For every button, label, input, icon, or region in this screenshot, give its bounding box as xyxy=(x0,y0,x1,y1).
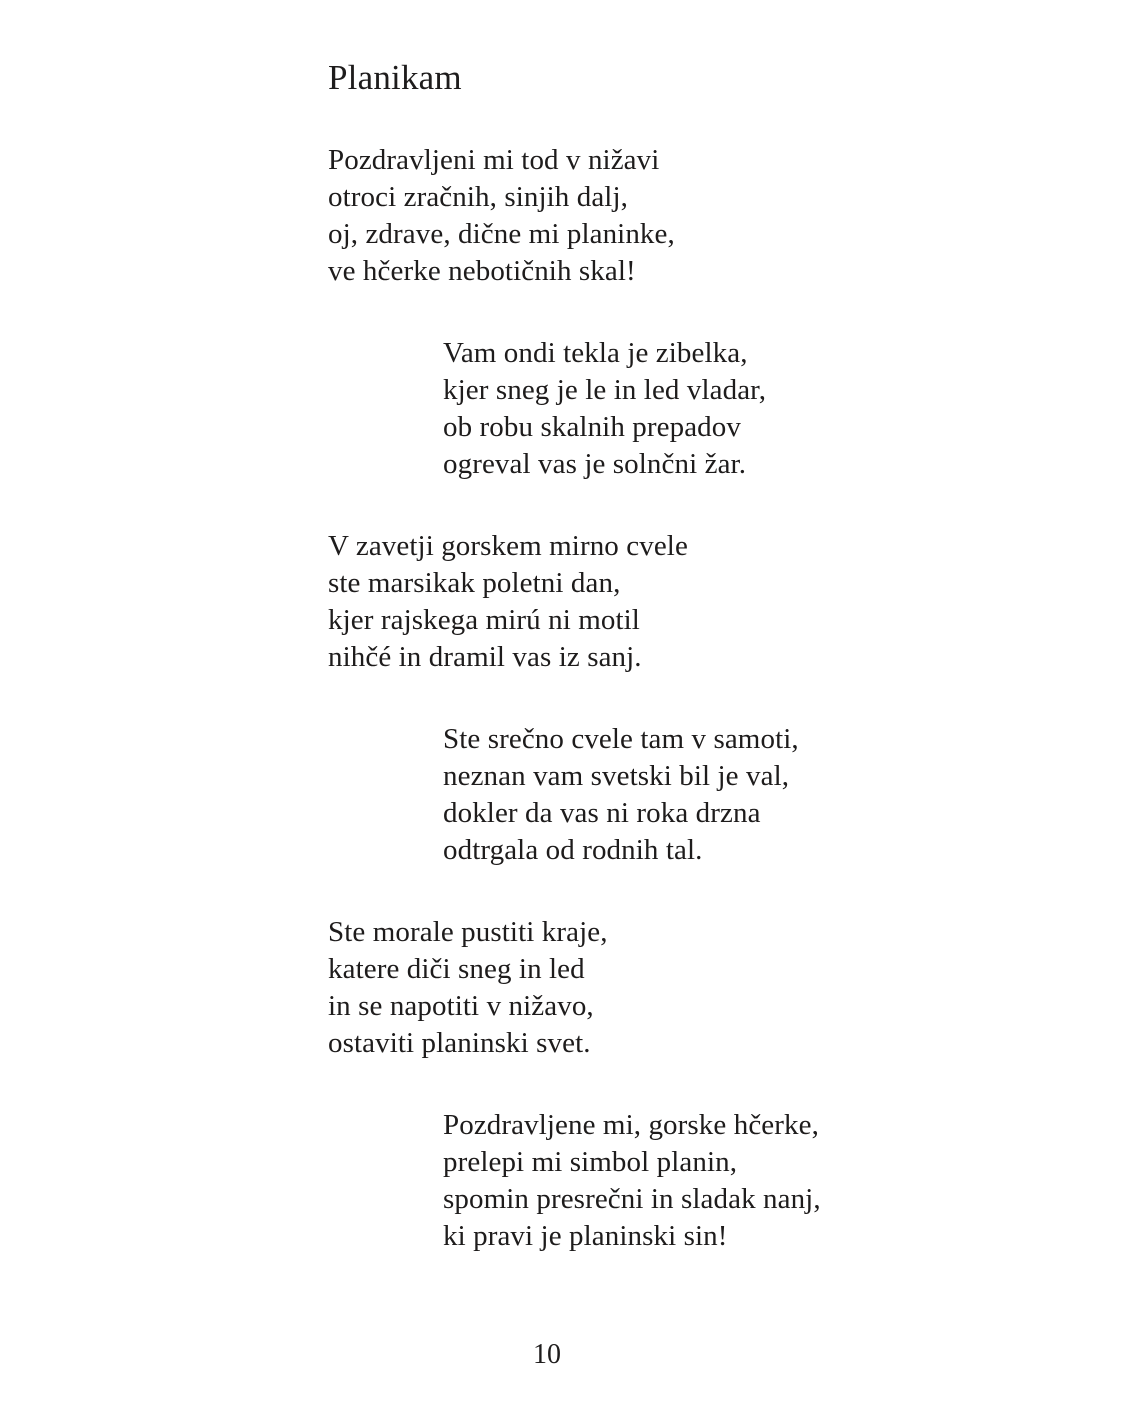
poem-line: spomin presrečni in sladak nanj, xyxy=(443,1183,821,1215)
poem-content xyxy=(328,56,968,1300)
poem-line: Vam ondi tekla je zibelka, xyxy=(443,337,748,369)
poem-title: Planikam xyxy=(328,58,462,97)
stanza-5 xyxy=(328,914,968,1062)
stanza-1 xyxy=(328,142,968,290)
poem-line: ve hčerke nebotičnih skal! xyxy=(328,255,636,287)
poem-line: prelepi mi simbol planin, xyxy=(443,1146,738,1178)
poem-line: Ste srečno cvele tam v samoti, xyxy=(443,723,799,755)
poem-line: in se napotiti v nižavo, xyxy=(328,990,594,1022)
poem-line: V zavetji gorskem mirno cvele xyxy=(328,530,688,562)
poem-line: ki pravi je planinski sin! xyxy=(443,1220,728,1252)
poem-line: oj, zdrave, dične mi planinke, xyxy=(328,218,675,250)
poem-line: nihčé in dramil vas iz sanj. xyxy=(328,641,642,673)
stanza-3 xyxy=(328,528,968,676)
poem-line: neznan vam svetski bil je val, xyxy=(443,760,790,792)
poem-line: otroci zračnih, sinjih dalj, xyxy=(328,181,628,213)
poem-line: Pozdravljene mi, gorske hčerke, xyxy=(443,1109,819,1141)
poem-line: odtrgala od rodnih tal. xyxy=(443,834,703,866)
page-number: 10 xyxy=(533,1339,561,1370)
stanza-4 xyxy=(443,721,968,869)
poem-line: kjer sneg je le in led vladar, xyxy=(443,374,767,406)
poem-line: ostaviti planinski svet. xyxy=(328,1027,591,1059)
poem-line: ob robu skalnih prepadov xyxy=(443,411,741,443)
poem-line: kjer rajskega mirú ni motil xyxy=(328,604,640,636)
poem-line: dokler da vas ni roka drzna xyxy=(443,797,761,829)
poem-line: Ste morale pustiti kraje, xyxy=(328,916,608,948)
poem-line: katere diči sneg in led xyxy=(328,953,585,985)
stanza-2 xyxy=(443,335,968,483)
stanza-6 xyxy=(443,1107,968,1255)
poem-line: ste marsikak poletni dan, xyxy=(328,567,621,599)
poem-line: ogreval vas je solnčni žar. xyxy=(443,448,747,480)
poem-line: Pozdravljeni mi tod v nižavi xyxy=(328,144,660,176)
